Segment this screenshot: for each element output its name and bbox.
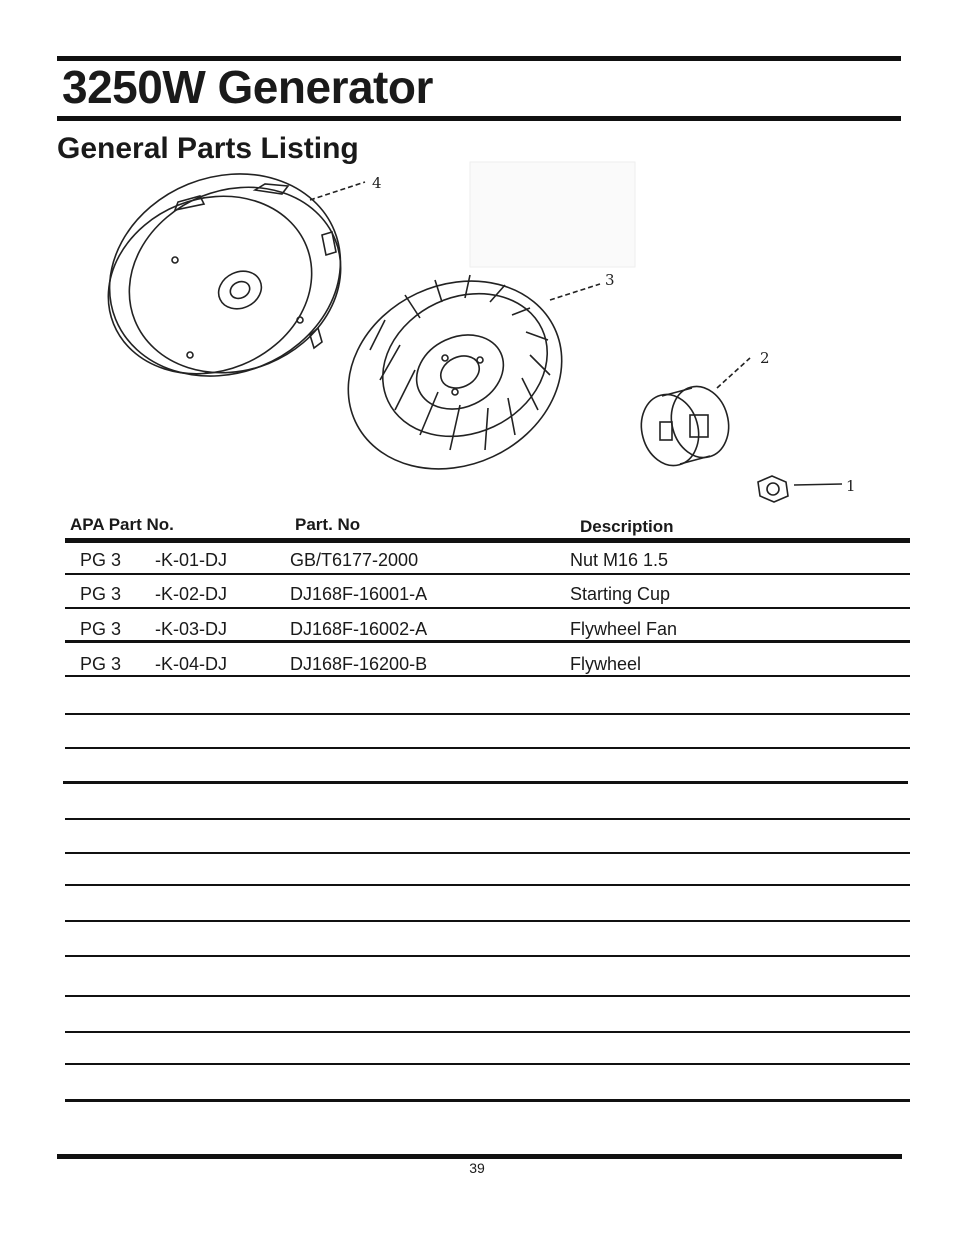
apa-suffix: -K-02-DJ <box>155 584 228 604</box>
title-underline <box>57 116 901 121</box>
apa-prefix: PG 3 <box>80 550 122 570</box>
description: Nut M16 1.5 <box>570 550 669 570</box>
empty-row-divider <box>63 781 908 784</box>
empty-row-divider <box>65 1063 910 1065</box>
empty-row-divider <box>65 1099 910 1102</box>
description: Starting Cup <box>570 584 671 604</box>
column-header-apa-part-no: APA Part No. <box>70 515 174 534</box>
column-header-description: Description <box>580 517 674 536</box>
empty-row-divider <box>65 747 910 749</box>
nut-drawing <box>758 476 842 502</box>
apa-prefix: PG 3 <box>80 619 122 639</box>
starting-cup-drawing <box>634 358 750 472</box>
section-title: General Parts Listing <box>57 132 359 165</box>
empty-row-divider <box>65 920 910 922</box>
callout-3: 3 <box>605 271 615 289</box>
row-divider <box>65 607 910 609</box>
apa-suffix: -K-04-DJ <box>155 654 228 674</box>
apa-suffix: -K-01-DJ <box>155 550 228 570</box>
row-divider <box>65 675 910 677</box>
part-number: GB/T6177-2000 <box>290 550 419 570</box>
page-number: 39 <box>469 1160 485 1176</box>
row-divider <box>65 573 910 575</box>
apa-prefix: PG 3 <box>80 654 122 674</box>
empty-row-divider <box>65 884 910 886</box>
table-header-rule <box>65 538 910 543</box>
column-header-part-no: Part. No <box>295 515 361 534</box>
description: Flywheel Fan <box>570 619 678 639</box>
empty-row-divider <box>65 1031 910 1033</box>
flywheel-fan-drawing <box>317 247 600 503</box>
part-number: DJ168F-16200-B <box>290 654 428 674</box>
empty-row-divider <box>65 955 910 957</box>
empty-row-divider <box>65 995 910 997</box>
row-divider <box>65 640 910 643</box>
part-number: DJ168F-16002-A <box>290 619 428 639</box>
page-title: 3250W Generator <box>62 61 433 113</box>
footer-rule <box>57 1154 902 1159</box>
empty-row-divider <box>65 713 910 715</box>
callout-4: 4 <box>372 174 382 192</box>
flywheel-drawing <box>79 160 371 410</box>
callout-1: 1 <box>846 477 856 495</box>
apa-suffix: -K-03-DJ <box>155 619 228 639</box>
description: Flywheel <box>570 654 642 674</box>
callout-2: 2 <box>760 349 770 367</box>
apa-prefix: PG 3 <box>80 584 122 604</box>
empty-row-divider <box>65 852 910 854</box>
part-number: DJ168F-16001-A <box>290 584 428 604</box>
empty-row-divider <box>65 818 910 820</box>
parts-diagram <box>60 160 880 510</box>
